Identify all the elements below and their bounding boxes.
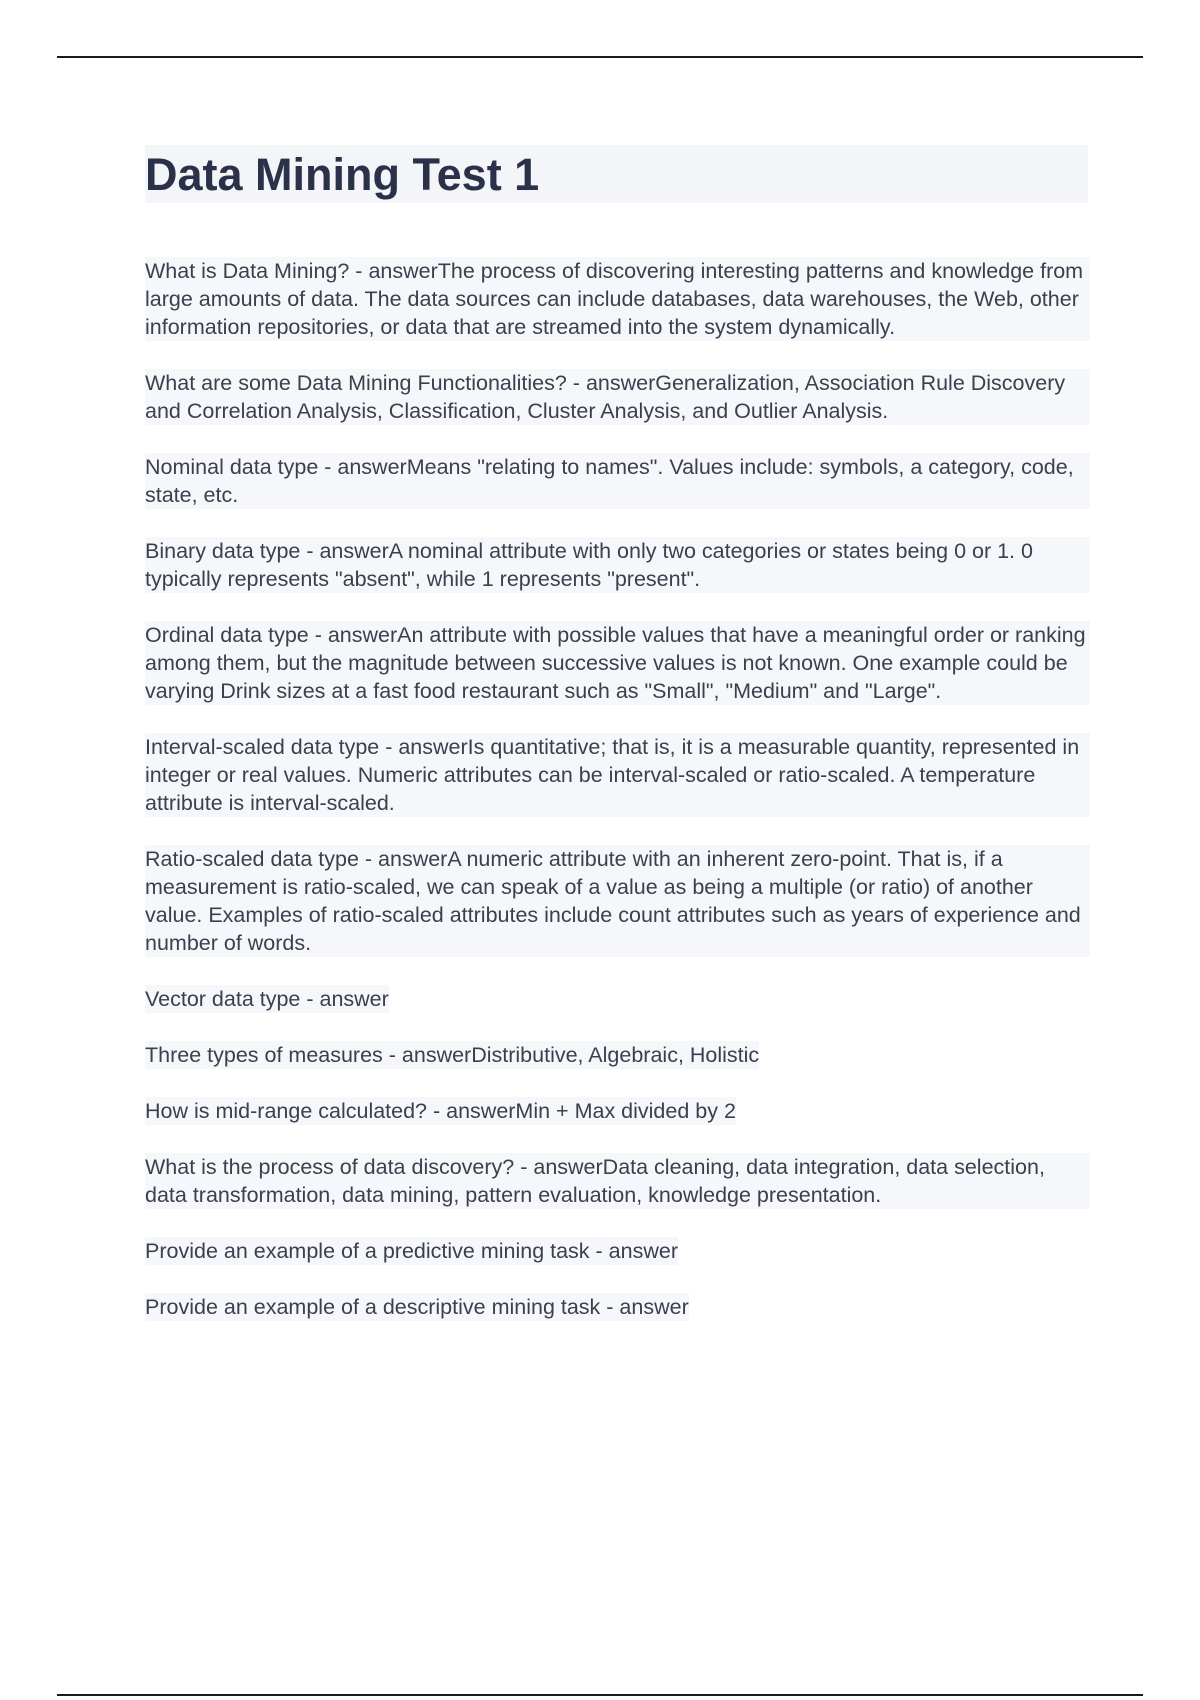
title-bar xyxy=(145,145,1088,203)
qa-item: Interval-scaled data type - answerIs quantitative; that is, it is a measurable quantity, represented in integer or real values. Numeric attributes can be interval-scaled or ratio-scaled. A temperature attribute is interval-scaled. xyxy=(145,733,1090,817)
bottom-rule xyxy=(57,1694,1143,1696)
qa-list xyxy=(145,257,1090,1349)
qa-item: Provide an example of a descriptive mining task - answer xyxy=(145,1295,689,1319)
qa-item: Binary data type - answerA nominal attribute with only two categories or states being 0 or 1. 0 typically represents "absent", while 1 represents "present". xyxy=(145,537,1090,593)
qa-item: Ordinal data type - answerAn attribute with possible values that have a meaningful order or ranking among them, but the magnitude between successive values is not known. One example could be varying Drink sizes at a fast food restaurant such as "Small", "Medium" and "Large". xyxy=(145,621,1090,705)
qa-item: What is the process of data discovery? - answerData cleaning, data integration, data selection, data transformation, data mining, pattern evaluation, knowledge presentation. xyxy=(145,1153,1090,1209)
qa-item: Provide an example of a predictive mining task - answer xyxy=(145,1239,678,1263)
qa-item: Three types of measures - answerDistributive, Algebraic, Holistic xyxy=(145,1043,760,1067)
document-body xyxy=(145,145,1090,1349)
qa-item: What is Data Mining? - answerThe process of discovering interesting patterns and knowledge from large amounts of data. The data sources can include databases, data warehouses, the Web, other information repositories, or data that are streamed into the system dynamically. xyxy=(145,257,1090,341)
qa-item: What are some Data Mining Functionalities? - answerGeneralization, Association Rule Discovery and Correlation Analysis, Classification, Cluster Analysis, and Outlier Analysis. xyxy=(145,369,1090,425)
qa-item: Nominal data type - answerMeans "relating to names". Values include: symbols, a category, code, state, etc. xyxy=(145,453,1090,509)
top-rule xyxy=(57,56,1143,58)
document-title: Data Mining Test 1 xyxy=(145,148,540,200)
qa-item: How is mid-range calculated? - answerMin + Max divided by 2 xyxy=(145,1099,736,1123)
qa-item: Vector data type - answer xyxy=(145,987,389,1011)
qa-item: Ratio-scaled data type - answerA numeric attribute with an inherent zero-point. That is, if a measurement is ratio-scaled, we can speak of a value as being a multiple (or ratio) of another value. Examples of ratio-scaled attributes include count attributes such as years of experience and number of words. xyxy=(145,845,1090,957)
